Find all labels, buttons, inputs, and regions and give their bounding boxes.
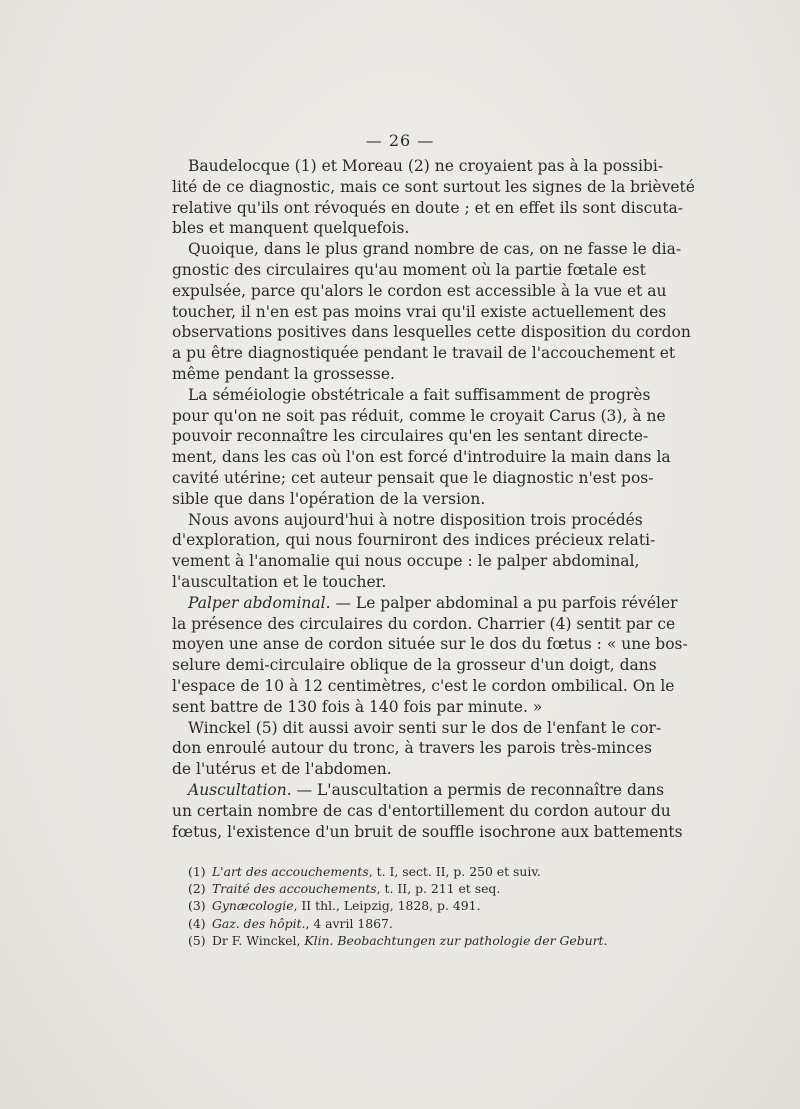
text-line: fœtus, l'existence d'un bruit de souffle isochrone aux battements — [172, 822, 683, 841]
footnote-rest: , t. II, p. 211 et seq. — [376, 881, 501, 897]
footnote-rest: , 4 avril 1867. — [305, 915, 393, 931]
text-line: cavité utérine; cet auteur pensait que le diagnostic n'est pos- — [172, 468, 654, 487]
text-line: Winckel (5) dit aussi avoir senti sur le dos de l'enfant le cor- — [188, 718, 662, 737]
text-line: vement à l'anomalie qui nous occupe : le palper abdominal, — [172, 552, 640, 571]
text-line: la présence des circulaires du cordon. Charrier (4) sentit par ce — [172, 614, 676, 633]
paragraph — [172, 385, 671, 510]
footnote — [188, 863, 628, 880]
text-line: observations positives dans lesquelles cette disposition du cordon — [172, 323, 691, 342]
text-line: d'exploration, qui nous fourniront des indices précieux relati- — [172, 531, 656, 550]
paragraph — [172, 593, 688, 718]
paragraph — [172, 510, 656, 593]
text-run: — Le palper abdominal a pu parfois révéler — [330, 593, 678, 612]
text-run: — L'auscultation a permis de reconnaître dans — [291, 780, 665, 799]
footnote-title: Klin. Beobachtungen zur pathologie der Geburt — [304, 932, 604, 948]
text-line: toucher, il n'en est pas moins vrai qu'il existe actuellement des — [172, 302, 667, 321]
text-line — [172, 780, 665, 801]
text-line: un certain nombre de cas d'entortillement du cordon autour du — [172, 801, 671, 820]
footnote-title: L'art des accouchements — [211, 864, 369, 879]
footnote-rest: , II thl., Leipzig, 1828, p. 491. — [293, 898, 481, 914]
text-line: expulsée, parce qu'alors le cordon est accessible à la vue et au — [172, 281, 667, 300]
page-number: — 26 — — [365, 131, 435, 150]
text-line: l'auscultation et le toucher. — [172, 572, 387, 591]
footnote — [188, 897, 628, 914]
text-line: pouvoir reconnaître les circulaires qu'en les sentant directe- — [172, 427, 649, 446]
footnote-number: (4) — [188, 915, 206, 931]
text-line: La séméiologie obstétricale a fait suffisamment de progrès — [188, 385, 651, 404]
text-line: Nous avons aujourd'hui à notre disposition trois procédés — [188, 510, 643, 529]
footnote — [188, 932, 628, 949]
footnote-rest: . — [603, 932, 608, 948]
paragraph — [172, 718, 662, 780]
footnote-rest: , t. I, sect. II, p. 250 et suiv. — [368, 864, 541, 879]
text-line: pour qu'on ne soit pas réduit, comme le croyait Carus (3), à ne — [172, 406, 666, 425]
text-line: a pu être diagnostiquée pendant le travail de l'accouchement et — [172, 344, 676, 363]
footnote-number: (2) — [188, 881, 206, 897]
text-line: même pendant la grossesse. — [172, 364, 395, 383]
text-line: l'espace de 10 à 12 centimètres, c'est le cordon ombilical. On le — [172, 676, 675, 695]
footnote-title: Traité des accouchements — [211, 881, 377, 897]
paragraph — [172, 156, 695, 239]
text-line: bles et manquent quelquefois. — [172, 219, 410, 238]
section-heading: Auscultation. — [188, 780, 292, 799]
text-line: relative qu'ils ont révoqués en doute ; et en effet ils sont discuta- — [172, 198, 684, 217]
footnote-number: (3) — [188, 898, 206, 914]
section-heading: Palper abdominal. — [188, 593, 331, 612]
footnote-author: Dr F. Winckel, — [211, 932, 305, 948]
text-line: Quoique, dans le plus grand nombre de cas, on ne fasse le dia- — [188, 240, 682, 259]
footnote-title: Gynæcologie — [211, 898, 294, 914]
footnote — [188, 880, 628, 897]
text-line — [172, 593, 678, 614]
text-line: lité de ce diagnostic, mais ce sont surtout les signes de la brièveté — [172, 177, 695, 196]
text-line: gnostic des circulaires qu'au moment où la partie fœtale est — [172, 260, 646, 279]
footnote — [188, 915, 628, 932]
paragraph — [172, 239, 691, 385]
text-line: Baudelocque (1) et Moreau (2) ne croyaient pas à la possibi- — [188, 157, 664, 175]
text-line: sible que dans l'opération de la version. — [172, 489, 486, 508]
footnotes — [188, 863, 628, 949]
text-line: moyen une anse de cordon située sur le dos du fœtus : « une bos- — [172, 635, 688, 654]
footnote-number: (1) — [188, 864, 206, 879]
text-line: de l'utérus et de l'abdomen. — [172, 760, 392, 779]
text-line: don enroulé autour du tronc, à travers les parois très-minces — [172, 739, 652, 758]
footnote-title: Gaz. des hôpit. — [211, 915, 306, 931]
text-line: sent battre de 130 fois à 140 fois par minute. » — [172, 697, 543, 716]
paragraph — [172, 780, 683, 842]
footnote-number: (5) — [188, 932, 206, 948]
text-line: ment, dans les cas où l'on est forcé d'introduire la main dans la — [172, 448, 671, 467]
text-line: selure demi-circulaire oblique de la grosseur d'un doigt, dans — [172, 656, 657, 675]
main-text — [172, 156, 695, 842]
